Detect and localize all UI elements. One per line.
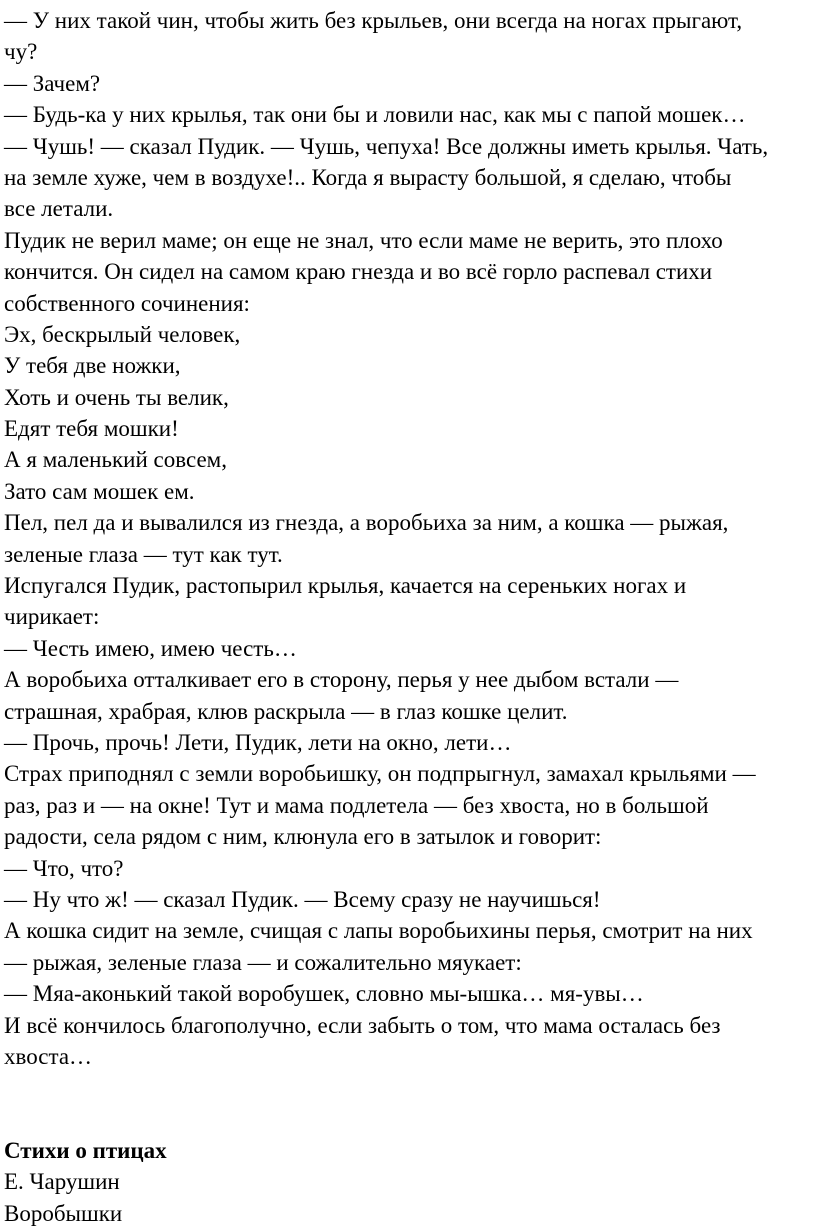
text-line: — Прочь, прочь! Лети, Пудик, лети на окно, лети… — [4, 729, 512, 755]
text-line: — Что, что? — [4, 855, 124, 881]
text-line: Пел, пел да и вывалился из гнезда, а воробьиха за ним, а кошка — рыжая, — [4, 510, 729, 536]
text-line: — рыжая, зеленые глаза — и сожалительно мяукает: — [4, 949, 522, 975]
text-line: — Мяа-аконький такой воробушек, словно мы-ышка… мя-увы… — [4, 981, 644, 1007]
text-line: А кошка сидит на земле, счищая с лапы воробьихины перья, смотрит на них — [4, 918, 753, 944]
poem-line: Едят тебя мошки! — [4, 416, 179, 442]
text-line: страшная, храбрая, клюв раскрыла — в глаз кошке целит. — [4, 698, 568, 724]
text-line: — Честь имею, имею честь… — [4, 635, 297, 661]
text-line: — Будь-ка у них крылья, так они бы и ловили нас, как мы с папой мошек… — [4, 102, 746, 128]
text-line: — У них такой чин, чтобы жить без крыльев, они всегда на ногах прыгают, — [4, 8, 743, 33]
text-line: все летали. — [4, 196, 114, 222]
text-line: — Зачем? — [4, 70, 101, 96]
section-spacer — [4, 1072, 816, 1135]
text-line: раз, раз и — на окне! Тут и мама подлетела — без хвоста, но в большой — [4, 792, 709, 818]
text-line: хвоста… — [4, 1043, 93, 1069]
text-line: Пудик не верил маме; он еще не знал, что если маме не верить, это плохо — [4, 227, 723, 253]
text-line: чу? — [4, 39, 38, 65]
text-line: радости, села рядом с ним, клюнула его в затылок и говорит: — [4, 824, 602, 850]
author-name: Е. Чарушин — [4, 1169, 120, 1195]
poem-line: Зато сам мошек ем. — [4, 478, 195, 504]
poem-title: Воробышки — [4, 1200, 123, 1226]
text-line: кончится. Он сидел на самом краю гнезда и во всё горло распевал стихи — [4, 259, 713, 285]
text-line: — Чушь! — сказал Пудик. — Чушь, чепуха! Все должны иметь крылья. Чать, — [4, 133, 769, 159]
poem-line: Эх, бескрылый человек, — [4, 321, 241, 347]
text-line: А воробьиха отталкивает его в сторону, перья у нее дыбом встали — — [4, 667, 679, 693]
text-line: собственного сочинения: — [4, 290, 250, 316]
text-line: чирикает: — [4, 604, 100, 630]
text-line: И всё кончилось благополучно, если забыть о том, что мама осталась без — [4, 1012, 721, 1038]
poem-line: Хоть и очень ты велик, — [4, 384, 229, 410]
text-line: зеленые глаза — тут как тут. — [4, 541, 283, 567]
poem-line: У тебя две ножки, — [4, 353, 181, 379]
poem-line: А я маленький совсем, — [4, 447, 227, 473]
text-line: Страх приподнял с земли воробьишку, он подпрыгнул, замахал крыльями — — [4, 761, 756, 787]
text-line: — Ну что ж! — сказал Пудик. — Всему сразу не научишься! — [4, 886, 601, 912]
section-heading: Стихи о птицах — [4, 1138, 167, 1164]
text-line: на земле хуже, чем в воздухе!.. Когда я вырасту большой, я сделаю, чтобы — [4, 164, 732, 190]
text-line: Испугался Пудик, растопырил крылья, качается на сереньких ногах и — [4, 573, 687, 599]
story-text — [4, 5, 816, 1072]
